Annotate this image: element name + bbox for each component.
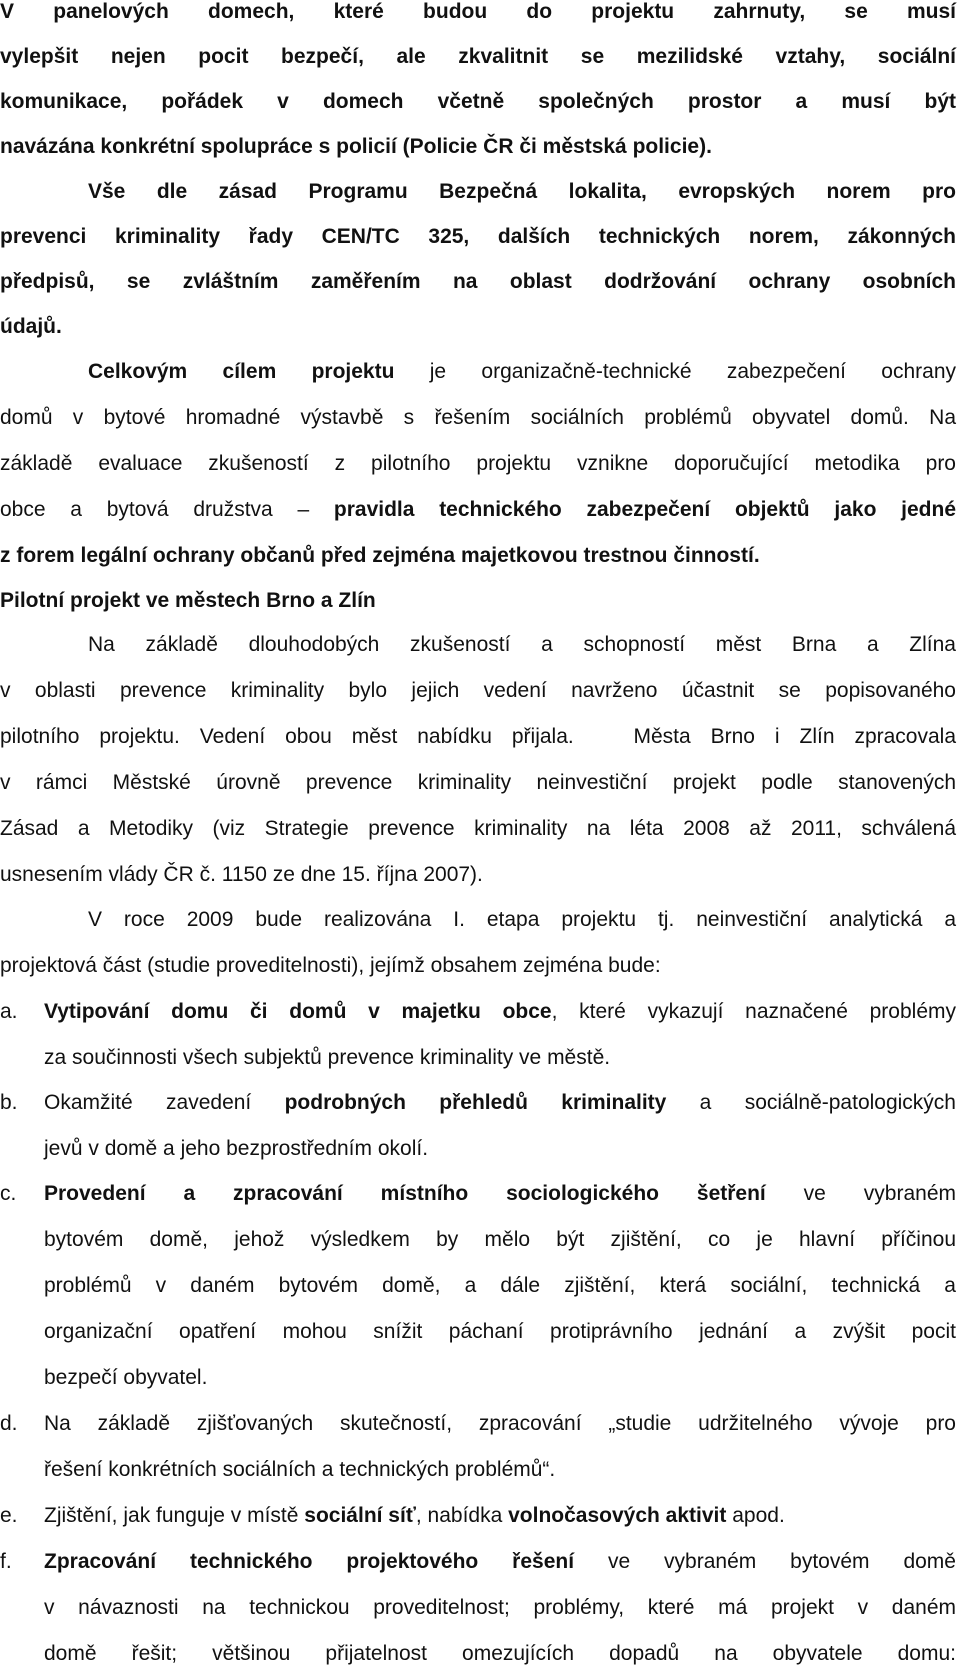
p1-line-6: prevenci kriminality řady CEN/TC 325, dalších technických norem, zákonných — [0, 225, 956, 248]
list-c-line-3: problémů v daném bytovém domě, a dále zjištění, která sociální, technická a — [44, 1274, 956, 1297]
list-f-rest: ve vybraném bytovém domě — [574, 1550, 956, 1573]
list-marker: b. — [0, 1091, 18, 1114]
p1-line-4: navázána konkrétní spolupráce s policií (Policie ČR či městská policie). — [0, 135, 712, 158]
p1-line-1: V panelových domech, které budou do projektu zahrnuty, se musí — [0, 0, 956, 23]
list-f-line-2: v návaznosti na technickou proveditelnost; problémy, které má projekt v daném — [44, 1596, 956, 1619]
list-c-rest: ve vybraném — [765, 1182, 956, 1205]
p1-line-2: vylepšit nejen pocit bezpečí, ale zkvalitnit se mezilidské vztahy, sociální — [0, 45, 956, 68]
p2-line-2: domů v bytové hromadné výstavbě s řešením sociálních problémů obyvatel domů. Na — [0, 406, 956, 429]
list-e-mid: , nabídka — [415, 1504, 509, 1527]
p1-line-8: údajů. — [0, 315, 62, 338]
list-c-line-1 — [44, 1171, 956, 1217]
list-c-line-4: organizační opatření mohou snížit páchaní protiprávního jednání a zvýšit pocit — [44, 1320, 956, 1343]
p3-line-3: pilotního projektu. Vedení obou měst nabídku přijala. Města Brno i Zlín zpracovala — [0, 725, 956, 748]
p2-line-4-start: obce a bytová družstva – — [0, 498, 334, 521]
p3-line-1: Na základě dlouhodobých zkušeností a schopností měst Brna a Zlína — [88, 633, 956, 656]
list-e-bold-1: sociální síť — [304, 1504, 416, 1527]
p2-line-3: základě evaluace zkušeností z pilotního projektu vznikne doporučující metodika pro — [0, 452, 956, 475]
list-d-line-1: Na základě zjišťovaných skutečností, zpracování „studie udržitelného vývoje pro — [44, 1412, 956, 1435]
list-f-line-1 — [44, 1539, 956, 1585]
list-marker: a. — [0, 1000, 18, 1023]
p4-line-2: projektová část (studie proveditelnosti), jejímž obsahem zejména bude: — [0, 954, 661, 977]
p1-line-7: předpisů, se zvláštním zaměřením na oblast dodržování ochrany osobních — [0, 270, 956, 293]
list-f-bold: Zpracování technického projektového řešení — [44, 1550, 575, 1573]
list-c-line-2: bytovém domě, jehož výsledkem by mělo být zjištění, co je hlavní příčinou — [44, 1228, 956, 1251]
list-e-bold-2: volnočasových aktivit — [508, 1504, 727, 1527]
list-a-line-2: za součinnosti všech subjektů prevence kriminality ve městě. — [44, 1046, 611, 1069]
list-marker: c. — [0, 1182, 17, 1205]
list-c-bold: Provedení a zpracování místního sociologického šetření — [44, 1182, 766, 1205]
list-a-rest: , které vykazují naznačené problémy — [551, 1000, 956, 1023]
list-e-line-1 — [44, 1493, 956, 1539]
list-b-bold: podrobných přehledů kriminality — [284, 1091, 667, 1114]
p1-line-5: Vše dle zásad Programu Bezpečná lokalita, evropských norem pro — [88, 180, 956, 203]
p2-line-4 — [0, 487, 956, 533]
p3-line-4: v rámci Městské úrovně prevence kriminality neinvestiční projekt podle stanovených — [0, 771, 956, 794]
list-marker: f. — [0, 1550, 12, 1573]
p2-rules-bold: pravidla technického zabezpečení objektů jako jedné — [333, 498, 956, 521]
p3-line-6: usnesením vlády ČR č. 1150 ze dne 15. října 2007). — [0, 863, 483, 886]
list-d-line-2: řešení konkrétních sociálních a technických problémů“. — [44, 1458, 556, 1481]
list-e-start: Zjištění, jak funguje v místě — [44, 1504, 305, 1527]
list-a-line-1 — [44, 989, 956, 1035]
list-c-line-5: bezpečí obyvatel. — [44, 1366, 208, 1389]
section-heading: Pilotní projekt ve městech Brno a Zlín — [0, 589, 376, 612]
list-e-end: apod. — [726, 1504, 785, 1527]
p2-line-1-rest: je organizačně-technické zabezpečení ochrany — [394, 360, 956, 383]
p3-line-2: v oblasti prevence kriminality bylo jejich vedení navrženo účastnit se popisovaného — [0, 679, 956, 702]
list-b-line-2: jevů v domě a jeho bezprostředním okolí. — [44, 1137, 429, 1160]
p4-line-1: V roce 2009 bude realizována I. etapa projektu tj. neinvestiční analytická a — [88, 908, 956, 931]
list-a-bold: Vytipování domu či domů v majetku obce — [44, 1000, 552, 1023]
list-marker: e. — [0, 1504, 18, 1527]
list-marker: d. — [0, 1412, 18, 1435]
list-b-start: Okamžité zavedení — [44, 1091, 285, 1114]
p2-line-5: z forem legální ochrany občanů před zejména majetkovou trestnou činností. — [0, 544, 760, 567]
p3-line-5: Zásad a Metodiky (viz Strategie prevence kriminality na léta 2008 až 2011, schválená — [0, 817, 956, 840]
list-b-line-1 — [44, 1080, 956, 1126]
p1-line-3: komunikace, pořádek v domech včetně společných prostor a musí být — [0, 90, 956, 113]
p2-goal-bold: Celkovým cílem projektu — [88, 360, 395, 383]
list-f-line-3: domě řešit; většinou přijatelnost omezujících dopadů na obyvatele domu: — [44, 1642, 956, 1665]
p2-line-1 — [88, 349, 956, 395]
list-b-rest: a sociálně-patologických — [666, 1091, 956, 1114]
